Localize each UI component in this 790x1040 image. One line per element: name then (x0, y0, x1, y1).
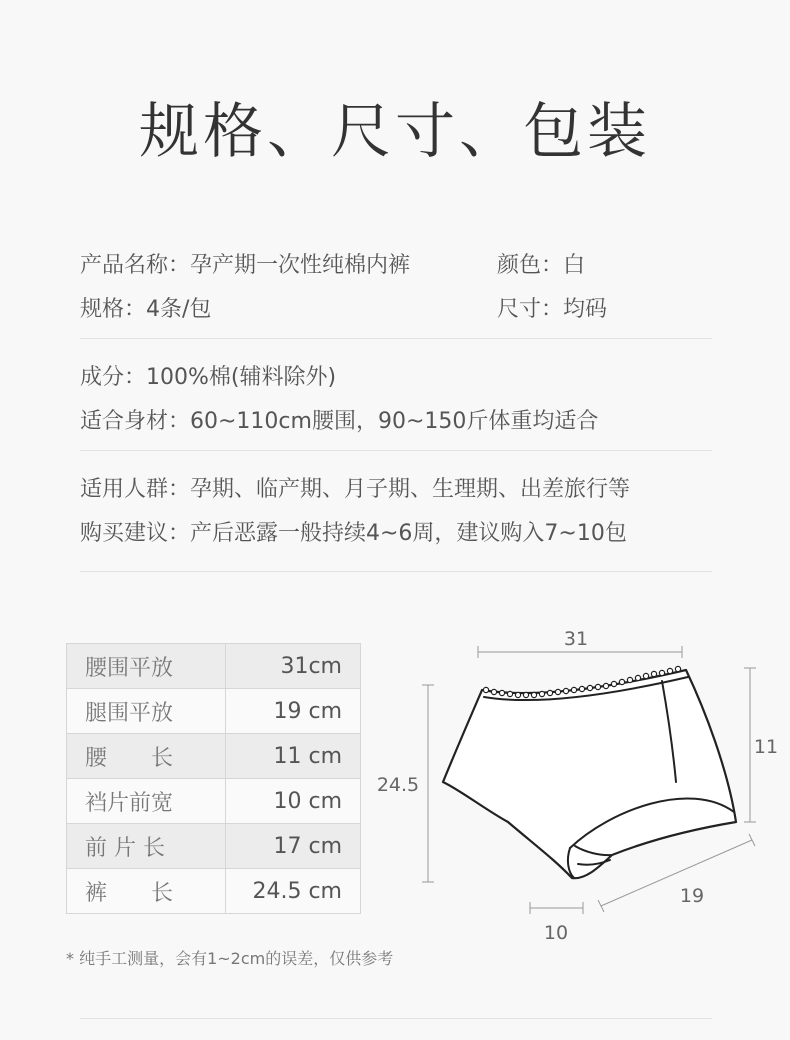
page-title: 规格、尺寸、包装 (139, 97, 651, 167)
dim-leg-label: 19 (679, 885, 705, 907)
size-label: 裆片前宽 (67, 779, 226, 824)
size-label: 腰 长 (67, 734, 226, 779)
size-label: 腰围平放 (67, 644, 226, 689)
dim-height-label: 24.5 (376, 774, 420, 796)
product-name: 产品名称：孕产期一次性纯棉内裤 (80, 253, 411, 278)
product-spec: 规格：4条/包 (80, 297, 212, 322)
size-label: 腿围平放 (67, 689, 226, 734)
dim-waist-label: 31 (563, 628, 589, 650)
underwear-outline (443, 670, 736, 878)
divider (80, 1018, 712, 1019)
size-value: 24.5 cm (226, 869, 361, 914)
size-value: 31cm (226, 644, 361, 689)
measurement-note: * 纯手工测量，会有1~2cm的误差，仅供参考 (66, 949, 394, 968)
product-composition: 成分：100%棉(辅料除外) (80, 365, 337, 390)
size-value: 19 cm (226, 689, 361, 734)
product-audience: 适用人群：孕期、临产期、月子期、生理期、出差旅行等 (80, 477, 631, 502)
purchase-advice: 购买建议：产后恶露一般持续4~6周，建议购入7~10包 (80, 521, 627, 546)
product-color: 颜色：白 (497, 253, 586, 278)
dim-side-label: 11 (753, 736, 779, 758)
product-fit: 适合身材：60~110cm腰围，90~150斤体重均适合 (80, 409, 599, 434)
product-size: 尺寸：均码 (497, 297, 608, 322)
size-value: 17 cm (226, 824, 361, 869)
size-value: 11 cm (226, 734, 361, 779)
dim-crotch-label: 10 (543, 922, 569, 944)
size-label: 前 片 长 (67, 824, 226, 869)
size-label: 裤 长 (67, 869, 226, 914)
size-value: 10 cm (226, 779, 361, 824)
